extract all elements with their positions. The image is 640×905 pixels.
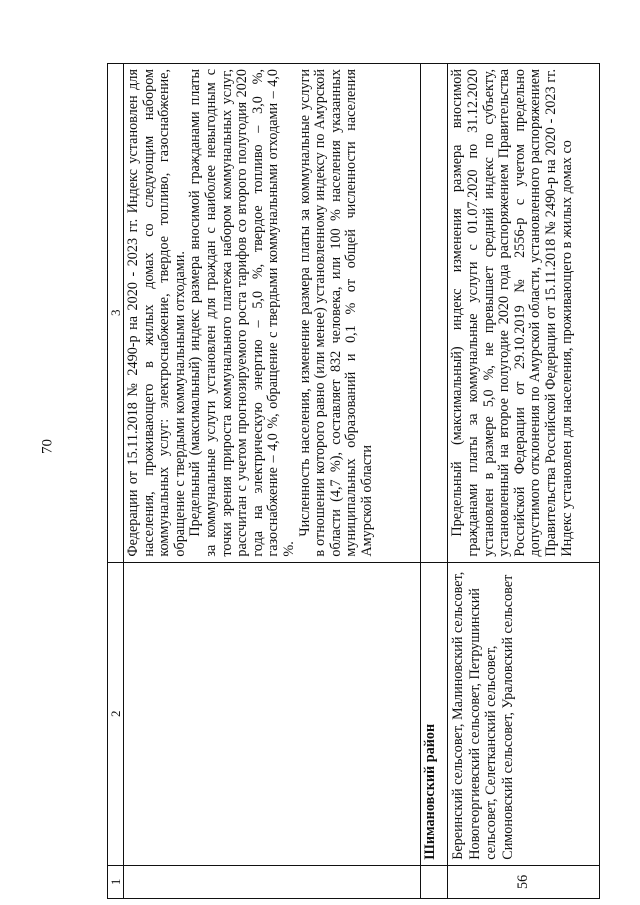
table-row: [448, 64, 600, 899]
row-number-cell: [124, 865, 421, 898]
district-description-cell: [421, 64, 448, 563]
header-col-2: 2: [108, 562, 124, 865]
district-row: [421, 64, 448, 899]
description-paragraph: Предельный (максимальный) индекс изменения размера вносимой гражданами платы за коммунальные услуги с 01.07.2020 по 31.12.2020 установлен в размере 5,0 %, не превышает средний индекс по субъекту, установленный на второе полугодие 2020 года распоряжением Правительства Российской Федерации от 29.10.2019 № 2556-р с учетом предельно допустимого отклонения по Амурской области, установленного распоряжением Правительства Российской Федерации от 15.11.2018 № 2490-р на 2020 - 2023 гг. Индекс установлен для населения, проживающего в жилых домах со: [449, 69, 575, 557]
district-title: Шимановский район: [421, 562, 448, 865]
municipality-cell: [124, 562, 421, 865]
header-col-3: 3: [108, 64, 124, 563]
description-paragraph: Предельный (максимальный) индекс размера вносимой гражданами платы за коммунальные услуги установлен для граждан с наиболее невыгодным с точки зрения прироста коммунального платежа набором коммунальных услуг, рассчитан с учетом прогнозируемого роста тарифов со второго полугодия 2020 года на электрическую энергию – 5,0 %, твердое топливо – 3,0 %, газоснабжение – 4,0 %, обращение с твердыми коммунальными отходами – 4,0 %.: [187, 69, 297, 557]
description-paragraph: Федерации от 15.11.2018 № 2490-р на 2020 - 2023 гг. Индекс установлен для населения, проживающего в жилых домах со следующим набором коммунальных услуг: электроснабжение, твердое топливо, газоснабжение, обращение с твердыми коммунальными отходами.: [125, 69, 188, 557]
table-row-continued: [124, 64, 421, 899]
row-number: 56: [448, 865, 600, 898]
header-col-1: 1: [108, 865, 124, 898]
tariff-index-table: [107, 63, 600, 899]
table-header-row: [108, 64, 124, 899]
rotated-table-container: [107, 63, 600, 899]
description-cell: [124, 64, 421, 563]
page-number: 70: [39, 439, 56, 454]
rotated-table-frame: [107, 63, 600, 899]
district-number-cell: [421, 865, 448, 898]
municipality-list: Береинский сельсовет, Малиновский сельсовет, Новогеоргиевский сельсовет, Петрушинский сельсовет, Селетканский сельсовет, Симоновский сельсовет, Ураловский сельсовет: [448, 562, 600, 865]
description-paragraph: Численность населения, изменение размера платы за коммунальные услуги в отношении которого равно (или менее) установленному индексу по Амурской области (4,7 %), составляет 832 человека, или 100 % населения указанных муниципальных образований и 0,1 % от общей численности населения Амурской области: [296, 69, 375, 557]
description-cell: [448, 64, 600, 563]
